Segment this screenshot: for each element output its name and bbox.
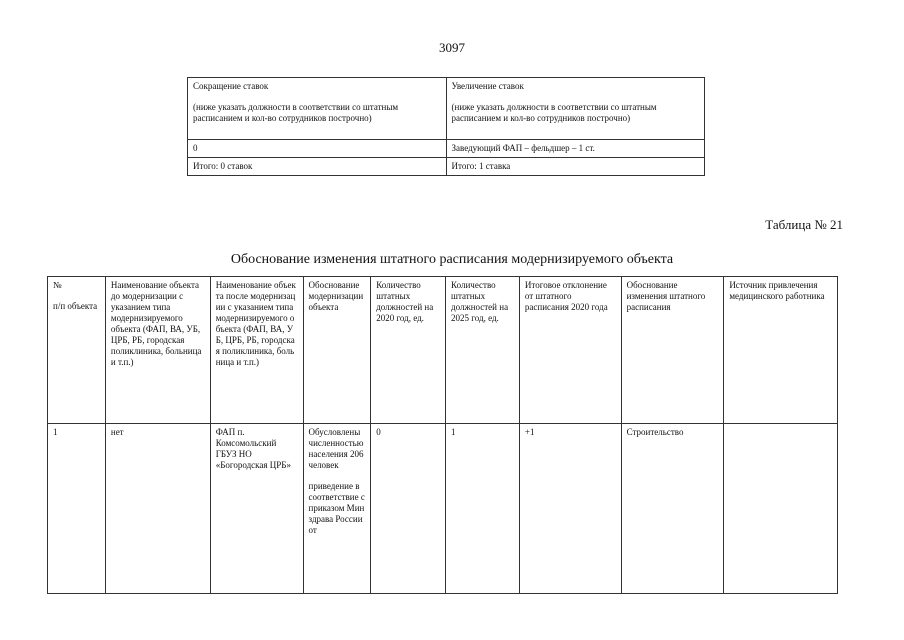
table-row	[48, 424, 838, 594]
header-cell-number	[48, 277, 106, 424]
cell-source	[724, 424, 838, 594]
staff-table-header-row	[188, 78, 705, 140]
cell-justification	[303, 424, 371, 594]
reduction-header-cell	[188, 78, 447, 140]
increase-header-cell	[446, 78, 705, 140]
justification-order: приведение в соответствие с приказом Минздрава России от	[308, 481, 365, 535]
reduction-header: Сокращение ставок	[193, 81, 269, 91]
cell-after: ФАП п. Комсомольский ГБУЗ НО «Богородская ЦРБ»	[210, 424, 303, 594]
cell-count-2020: 0	[371, 424, 446, 594]
justification-table	[47, 276, 838, 594]
header-number-symbol: №	[53, 280, 62, 290]
cell-before: нет	[105, 424, 210, 594]
reduction-value: 0	[188, 140, 447, 158]
increase-total: Итого: 1 ставка	[446, 158, 705, 176]
justification-population: Обусловлены численностью населения 206 человек	[308, 427, 364, 470]
cell-count-2025: 1	[446, 424, 520, 594]
header-cell-justification: Обоснование модернизации объекта	[303, 277, 371, 424]
reduction-note: (ниже указать должности в соответствии со штатным расписанием и кол-во сотрудников построчно)	[193, 102, 399, 123]
staff-table-total-row	[188, 158, 705, 176]
cell-change-reason: Строительство	[621, 424, 724, 594]
reduction-total: Итого: 0 ставок	[188, 158, 447, 176]
header-cell-after: Наименование объекта после модернизации с указанием типа модернизируемого объекта (ФАП, ВА, УБ, ЦРБ, РБ, городская поликлиника, больница и т.п.)	[210, 277, 303, 424]
page-number: 3097	[439, 40, 465, 55]
cell-number: 1	[48, 424, 106, 594]
increase-note: (ниже указать должности в соответствии со штатным расписанием и кол-во сотрудников построчно)	[451, 102, 657, 123]
header-cell-count-2020: Количество штатных должностей на 2020 год, ед.	[371, 277, 446, 424]
header-cell-deviation: Итоговое отклонение от штатного расписания 2020 года	[519, 277, 621, 424]
table-header-row	[48, 277, 838, 424]
header-cell-change-reason: Обоснование изменения штатного расписания	[621, 277, 724, 424]
increase-value: Заведующий ФАП – фельдшер – 1 ст.	[446, 140, 705, 158]
staff-change-table	[187, 77, 705, 176]
header-cell-before: Наименование объекта до модернизации с указанием типа модернизируемого объекта (ФАП, ВА, УБ, ЦРБ, РБ, городская поликлиника, больница и т.п.)	[105, 277, 210, 424]
cell-deviation: +1	[519, 424, 621, 594]
header-cell-source: Источник привлечения медицинского работника	[724, 277, 838, 424]
table-title: Обоснование изменения штатного расписания модернизируемого объекта	[230, 252, 674, 267]
table-label: Таблица № 21	[765, 217, 843, 232]
increase-header: Увеличение ставок	[451, 81, 524, 91]
staff-table-value-row	[188, 140, 705, 158]
header-cell-count-2025: Количество штатных должностей на 2025 год, ед.	[446, 277, 520, 424]
header-number-label: п/п объекта	[53, 301, 98, 311]
